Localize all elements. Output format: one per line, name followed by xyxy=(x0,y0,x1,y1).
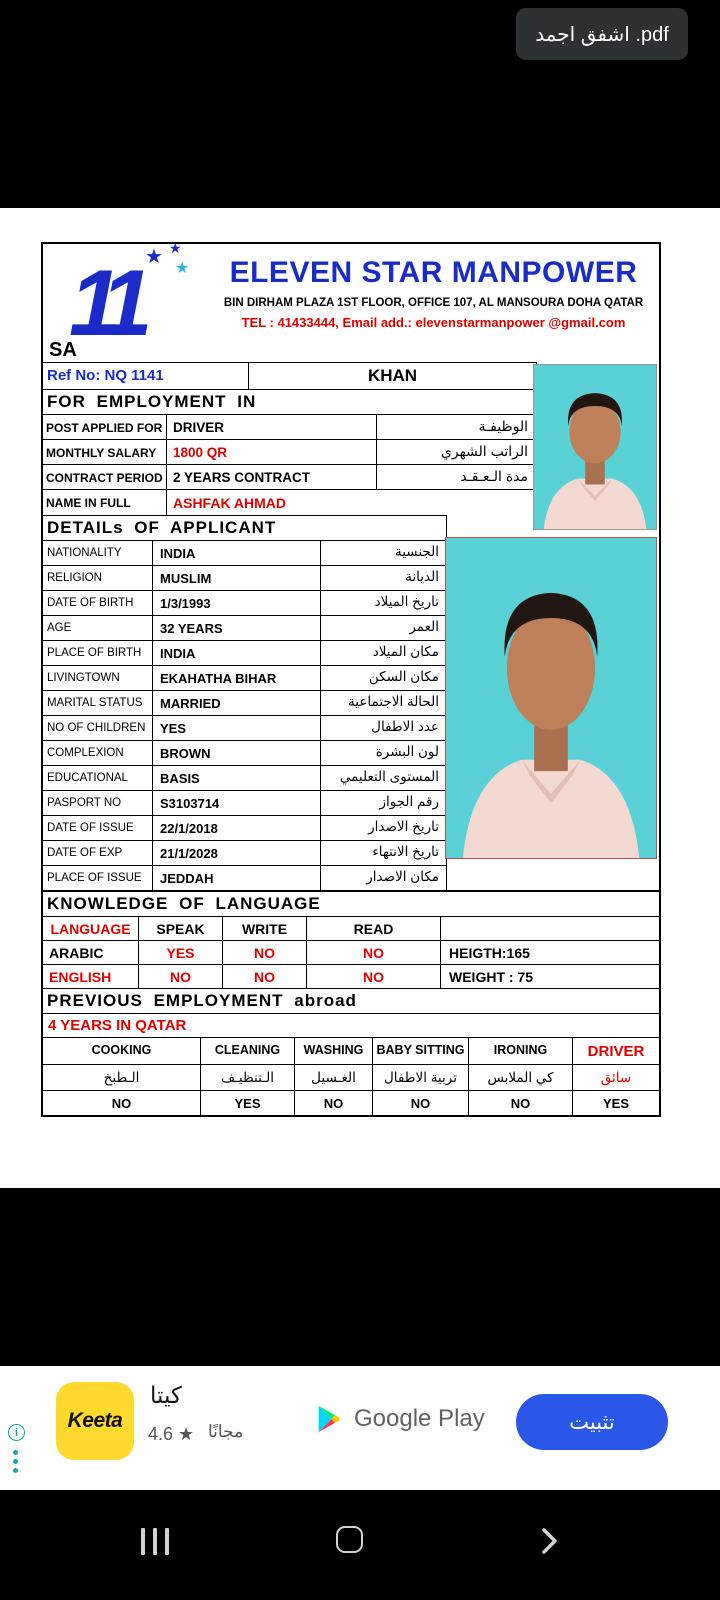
table-row xyxy=(43,940,659,964)
field-value: INDIA xyxy=(153,641,321,665)
field-label: EDUCATIONAL xyxy=(43,766,153,790)
field-label: AGE xyxy=(43,616,153,640)
skill-answer: NO xyxy=(469,1091,573,1115)
field-label: PLACE OF ISSUE xyxy=(43,866,153,890)
table-row xyxy=(43,464,536,489)
column-header: IRONING xyxy=(469,1038,573,1064)
field-value: 21/1/2028 xyxy=(153,841,321,865)
table-row xyxy=(43,439,536,464)
field-label-arabic: الديانة xyxy=(405,569,439,584)
ad-price: مجانًا xyxy=(208,1422,244,1441)
keeta-app-icon[interactable] xyxy=(56,1382,134,1460)
table-row xyxy=(43,1090,659,1115)
back-button[interactable] xyxy=(540,1526,560,1561)
field-label-arabic: العمر xyxy=(409,619,439,634)
previous-employment-value: 4 YEARS IN QATAR xyxy=(43,1013,659,1037)
column-header: CLEANING xyxy=(201,1038,295,1064)
agency-logo xyxy=(69,240,214,360)
field-label: NAME IN FULL xyxy=(43,490,167,515)
field-label: CONTRACT PERIOD xyxy=(43,465,167,489)
surname: KHAN xyxy=(367,366,418,385)
field-value: BROWN xyxy=(153,741,321,765)
field-value: MUSLIM xyxy=(153,566,321,590)
home-button[interactable] xyxy=(336,1526,363,1553)
field-label: NO OF CHILDREN xyxy=(43,716,153,740)
ad-rating xyxy=(148,1424,194,1445)
field-value: 1800 QR xyxy=(167,440,377,464)
field-label: PASPORT NO xyxy=(43,791,153,815)
logo-number: 11 xyxy=(69,250,139,355)
ref-no: Ref No: NQ 1141 xyxy=(43,363,249,389)
field-value: DRIVER xyxy=(167,415,377,439)
field-label-arabic: رقم الجواز xyxy=(379,794,439,809)
ref-row xyxy=(43,362,536,389)
field-label: MONTHLY SALARY xyxy=(43,440,167,464)
ad-app-name[interactable]: كيتا xyxy=(150,1382,182,1408)
table-row xyxy=(43,590,446,615)
field-value: 32 YEARS xyxy=(153,616,321,640)
column-header: COOKING xyxy=(43,1038,201,1064)
section-heading-details: DETAILs OF APPLICANT xyxy=(43,515,446,540)
google-play-badge[interactable] xyxy=(314,1404,485,1434)
column-header-arabic: سائق xyxy=(600,1070,632,1085)
ad-options-dots-icon[interactable] xyxy=(13,1450,18,1473)
field-label-arabic: تاريخ الميلاد xyxy=(374,594,439,609)
logo-sa-text: SA xyxy=(49,339,77,361)
field-label-arabic: عدد الاطفال xyxy=(371,719,439,734)
details-section xyxy=(43,515,447,890)
field-label: PLACE OF BIRTH xyxy=(43,641,153,665)
column-header: DRIVER xyxy=(587,1043,645,1060)
person-portrait xyxy=(534,365,656,529)
language-speak: YES xyxy=(139,941,223,964)
language-write: NO xyxy=(223,965,307,988)
skill-answer: YES xyxy=(201,1091,295,1115)
field-label: POST APPLIED FOR xyxy=(43,415,167,439)
keeta-logo-text: Keeta xyxy=(67,1409,123,1432)
table-row xyxy=(43,815,446,840)
field-label: DATE OF ISSUE xyxy=(43,816,153,840)
height-value: HEIGTH:165 xyxy=(449,945,530,961)
field-value: YES xyxy=(153,716,321,740)
star-icon: ★ xyxy=(169,240,182,256)
agency-contact: TEL : 41433444, Email add.: elevenstarmanpower @gmail.com xyxy=(241,315,626,330)
table-row xyxy=(43,615,446,640)
field-label-arabic: لون البشرة xyxy=(375,744,439,759)
table-row xyxy=(43,865,446,890)
column-header: WASHING xyxy=(295,1038,373,1064)
field-label-arabic: مكان الميلاد xyxy=(372,644,439,659)
table-row xyxy=(43,565,446,590)
table-row xyxy=(43,840,446,865)
agency-address: BIN DIRHAM PLAZA 1ST FLOOR, OFFICE 107, AL MANSOURA DOHA QATAR xyxy=(223,297,644,309)
cv-document xyxy=(41,242,661,1117)
language-read: NO xyxy=(307,965,441,988)
section-heading-language: KNOWLEDGE OF LANGUAGE xyxy=(43,890,659,916)
field-label-arabic: تاريخ الانتهاء xyxy=(372,844,439,859)
field-label: DATE OF BIRTH xyxy=(43,591,153,615)
table-row xyxy=(43,715,446,740)
language-name: ENGLISH xyxy=(43,965,139,988)
table-row xyxy=(43,665,446,690)
field-label-arabic: الراتب الشهري xyxy=(440,443,528,459)
column-header-arabic: الـتنظيـف xyxy=(201,1065,295,1090)
skill-answer: NO xyxy=(295,1091,373,1115)
field-label: MARITAL STATUS xyxy=(43,691,153,715)
table-row xyxy=(43,1037,659,1064)
column-header: BABY SITTING xyxy=(373,1038,469,1064)
field-value: EKAHATHA BIHAR xyxy=(153,666,321,690)
ad-info-icon[interactable]: i xyxy=(8,1424,25,1441)
pdf-filename: اشفق اجمد .pdf xyxy=(535,23,669,46)
language-speak: NO xyxy=(139,965,223,988)
field-value: S3103714 xyxy=(153,791,321,815)
star-icon: ★ xyxy=(178,1424,195,1444)
android-nav-bar xyxy=(0,1490,720,1600)
table-row xyxy=(43,640,446,665)
ad-banner xyxy=(0,1366,720,1490)
field-value: 1/3/1993 xyxy=(153,591,321,615)
star-icon: ★ xyxy=(175,260,190,277)
field-label-arabic: مكان السكن xyxy=(368,669,439,684)
field-label: RELIGION xyxy=(43,566,153,590)
pdf-page xyxy=(0,208,720,1188)
skill-answer: NO xyxy=(43,1091,201,1115)
field-value: 2 YEARS CONTRACT xyxy=(167,465,377,489)
applicant-full-name: ASHFAK AHMAD xyxy=(173,495,287,511)
employment-section xyxy=(43,362,537,515)
table-row xyxy=(43,964,659,988)
agency-name: ELEVEN STAR MANPOWER xyxy=(229,256,638,289)
field-label-arabic: مدة الـعـقـد xyxy=(460,468,528,484)
language-name: ARABIC xyxy=(43,941,139,964)
column-header: SPEAK xyxy=(139,917,223,940)
field-value: BASIS xyxy=(153,766,321,790)
section-heading-employment: FOR EMPLOYMENT IN xyxy=(43,389,536,414)
field-label: COMPLEXION xyxy=(43,741,153,765)
column-header: READ xyxy=(307,917,441,940)
recents-button[interactable] xyxy=(141,1528,169,1555)
field-label-arabic: المستوى التعليمي xyxy=(339,769,439,784)
field-label-arabic: مكان الاصدار xyxy=(366,869,439,884)
field-label: NATIONALITY xyxy=(43,541,153,565)
table-row xyxy=(43,540,446,565)
skill-answer: YES xyxy=(602,1096,629,1111)
google-play-icon xyxy=(314,1404,344,1434)
section-heading-previous-employment: PREVIOUS EMPLOYMENT abroad xyxy=(43,988,659,1013)
column-header-arabic: كي الملابس xyxy=(469,1065,573,1090)
skill-answer: NO xyxy=(373,1091,469,1115)
column-header-arabic: الـطبخ xyxy=(43,1065,201,1090)
field-label-arabic: تاريخ الاصدار xyxy=(368,819,439,834)
field-value: MARRIED xyxy=(153,691,321,715)
table-row xyxy=(43,1064,659,1090)
table-row xyxy=(43,740,446,765)
table-row xyxy=(43,790,446,815)
column-header: LANGUAGE xyxy=(43,917,139,940)
field-label-arabic: الجنسية xyxy=(394,544,439,559)
language-write: NO xyxy=(223,941,307,964)
chevron-right-icon xyxy=(540,1526,560,1556)
field-label: LIVINGTOWN xyxy=(43,666,153,690)
rating-value: 4.6 xyxy=(148,1424,174,1444)
star-icon: ★ xyxy=(145,246,163,268)
google-play-label: Google Play xyxy=(354,1405,485,1432)
install-button[interactable]: تثبيت xyxy=(516,1394,668,1450)
letterhead xyxy=(43,240,659,362)
column-header-arabic: تربية الاطفال xyxy=(373,1065,469,1090)
applicant-photo-large xyxy=(445,537,657,859)
empty-cell xyxy=(441,917,659,940)
field-value: INDIA xyxy=(153,541,321,565)
table-row xyxy=(43,690,446,715)
field-value: 22/1/2018 xyxy=(153,816,321,840)
table-row xyxy=(43,765,446,790)
field-value: JEDDAH xyxy=(153,866,321,890)
weight-value: WEIGHT : 75 xyxy=(449,969,534,985)
table-row xyxy=(43,414,536,439)
applicant-photo-small xyxy=(533,364,657,530)
table-row xyxy=(43,489,536,515)
field-label-arabic: الوظيفـة xyxy=(478,418,528,434)
column-header-arabic: الغـسيل xyxy=(295,1065,373,1090)
pdf-filename-tab[interactable] xyxy=(516,8,688,60)
table-row xyxy=(43,916,659,940)
field-label: DATE OF EXP xyxy=(43,841,153,865)
column-header: WRITE xyxy=(223,917,307,940)
language-read: NO xyxy=(307,941,441,964)
person-portrait xyxy=(446,538,656,858)
field-label-arabic: الحالة الاجتماعية xyxy=(348,694,439,709)
